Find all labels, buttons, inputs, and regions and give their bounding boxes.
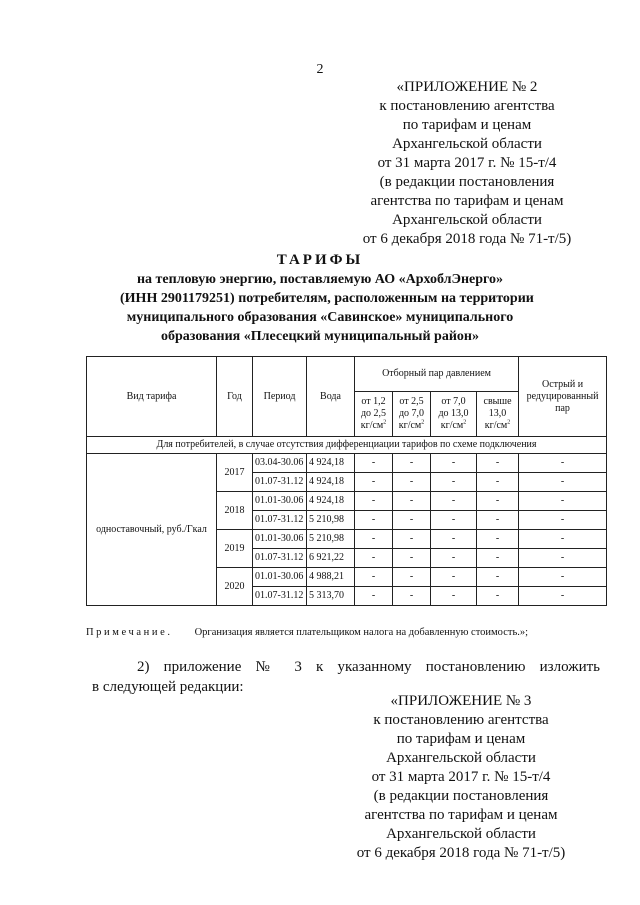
dash-cell: - [519,568,607,587]
paragraph-line: 2) приложение № 3 к указанному постановлению изложить [137,659,600,675]
dash-cell: - [477,549,519,568]
tariff-kind: одноставочный, руб./Гкал [87,454,217,606]
dash-cell: - [355,511,393,530]
paragraph-line: в следующей редакции: [92,679,244,695]
appendix-line: агентства по тарифам и ценам [370,193,564,209]
period-cell: 01.07-31.12 [253,549,307,568]
dash-cell: - [393,511,431,530]
header-year: Год [217,357,253,437]
appendix-3-header [311,692,611,863]
header-steam-group: Отборный пар давлением [355,357,519,392]
header-acute-steam: Острый и редуцированный пар [519,357,607,437]
appendix-line: «ПРИЛОЖЕНИЕ № 3 [390,693,532,709]
water-cell: 5 210,98 [307,511,355,530]
appendix-line: (в редакции постановления [373,788,549,804]
dash-cell: - [431,454,477,473]
water-cell: 5 313,70 [307,587,355,606]
dash-cell: - [519,473,607,492]
appendix-line: по тарифам и ценам [402,117,532,133]
appendix-2-header [317,78,617,249]
dash-cell: - [393,454,431,473]
dash-cell: - [355,473,393,492]
dash-cell: - [355,454,393,473]
dash-cell: - [477,454,519,473]
dash-cell: - [431,511,477,530]
header-steam-3: от 7,0 до 13,0 $кг/см^2$ [431,392,477,437]
table-row [87,454,607,473]
dash-cell: - [355,530,393,549]
note-label: Примечание. [86,627,173,638]
period-cell: 01.07-31.12 [253,473,307,492]
period-cell: 03.04-30.06 [253,454,307,473]
dash-cell: - [431,492,477,511]
appendix-line: (в редакции постановления [379,174,555,190]
dash-cell: - [355,549,393,568]
year-cell: 2017 [217,454,253,492]
dash-cell: - [393,492,431,511]
dash-cell: - [519,492,607,511]
dash-cell: - [477,530,519,549]
appendix-line: к постановлению агентства [379,98,555,114]
appendix-line: к постановлению агентства [373,712,549,728]
dash-cell: - [519,511,607,530]
period-cell: 01.01-30.06 [253,492,307,511]
water-cell: 4 924,18 [307,454,355,473]
dash-cell: - [519,549,607,568]
header-steam-1: от 1,2 до 2,5 $кг/см^2$ [355,392,393,437]
header-period: Период [253,357,307,437]
tariff-title [120,250,534,346]
header-water: Вода [307,357,355,437]
tariff-table [86,356,607,606]
appendix-line: агентства по тарифам и ценам [364,807,558,823]
appendix-line: Архангельской области [392,212,542,228]
dash-cell: - [393,587,431,606]
title-line: (ИНН 2901179251) потребителям, расположенным на территории [120,291,534,306]
dash-cell: - [393,549,431,568]
period-cell: 01.01-30.06 [253,530,307,549]
appendix-line: от 31 марта 2017 г. № 15-т/4 [371,769,551,785]
year-cell: 2019 [217,530,253,568]
title-line: образования «Плесецкий муниципальный район» [161,329,479,344]
dash-cell: - [477,511,519,530]
water-cell: 5 210,98 [307,530,355,549]
table-note [86,627,626,638]
dash-cell: - [477,492,519,511]
water-cell: 4 924,18 [307,473,355,492]
year-cell: 2020 [217,568,253,606]
dash-cell: - [477,473,519,492]
water-cell: 6 921,22 [307,549,355,568]
dash-cell: - [355,568,393,587]
title-line: на тепловую энергию, поставляемую АО «АрхоблЭнерго» [136,272,504,287]
dash-cell: - [355,587,393,606]
dash-cell: - [393,530,431,549]
appendix-line: «ПРИЛОЖЕНИЕ № 2 [396,79,538,95]
appendix-line: от 6 декабря 2018 года № 71-т/5) [362,231,572,247]
dash-cell: - [431,568,477,587]
appendix-line: от 6 декабря 2018 года № 71-т/5) [356,845,566,861]
title-main: ТАРИФЫ [276,252,364,268]
title-line: муниципального образования «Савинское» муниципального [126,310,514,325]
dash-cell: - [393,568,431,587]
dash-cell: - [431,549,477,568]
period-cell: 01.01-30.06 [253,568,307,587]
period-cell: 01.07-31.12 [253,587,307,606]
dash-cell: - [519,530,607,549]
appendix-line: от 31 марта 2017 г. № 15-т/4 [377,155,557,171]
dash-cell: - [519,587,607,606]
header-steam-4: свыше 13,0 $кг/см^2$ [477,392,519,437]
appendix-line: по тарифам и ценам [396,731,526,747]
dash-cell: - [519,454,607,473]
dash-cell: - [431,473,477,492]
consumer-note: Для потребителей, в случае отсутствия дифференциации тарифов по схеме подключения [87,437,607,454]
period-cell: 01.07-31.12 [253,511,307,530]
year-cell: 2018 [217,492,253,530]
dash-cell: - [355,492,393,511]
note-text: Организация является плательщиком налога на добавленную стоимость.»; [194,627,529,638]
amendment-paragraph [92,657,600,697]
appendix-line: Архангельской области [386,826,536,842]
dash-cell: - [477,568,519,587]
water-cell: 4 924,18 [307,492,355,511]
dash-cell: - [431,530,477,549]
header-steam-2: от 2,5 до 7,0 $кг/см^2$ [393,392,431,437]
header-tariff-type: Вид тарифа [87,357,217,437]
dash-cell: - [393,473,431,492]
dash-cell: - [431,587,477,606]
appendix-line: Архангельской области [392,136,542,152]
dash-cell: - [477,587,519,606]
appendix-line: Архангельской области [386,750,536,766]
water-cell: 4 988,21 [307,568,355,587]
page-number: 2 [316,62,324,77]
